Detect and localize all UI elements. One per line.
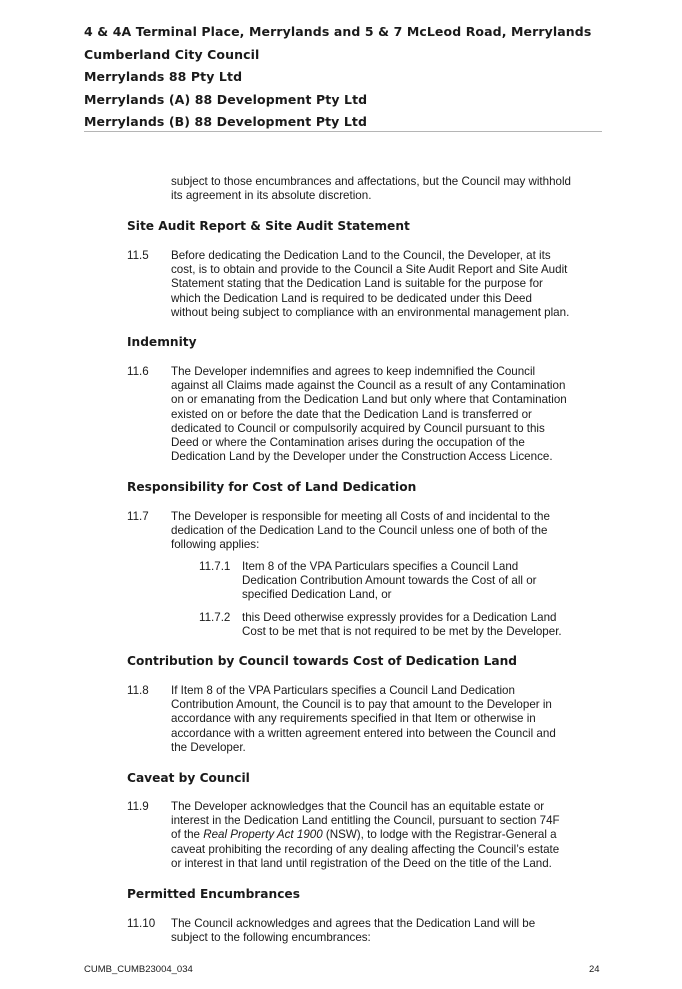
paragraph-line: against all Claims made against the Council as a result of any Contamination [171, 379, 566, 393]
paragraph-line: Before dedicating the Dedication Land to the Council, the Developer, at its [171, 249, 551, 262]
paragraph-line: without being subject to compliance with an environmental management plan. [171, 305, 570, 319]
clause-number: 11.9 [127, 800, 149, 813]
clause-text [171, 917, 535, 945]
paragraph-line: caveat prohibiting the recording of any dealing affecting the Council’s estate [171, 842, 560, 856]
paragraph-line: subject to those encumbrances and affectations, but the Council may withhold [171, 175, 572, 188]
paragraph-line: Cost to be met that is not required to be met by the Developer. [242, 625, 562, 639]
paragraph-line: this Deed otherwise expressly provides for a Dedication Land [242, 611, 557, 624]
paragraph-line: The Developer is responsible for meeting all Costs of and incidental to the [171, 510, 550, 523]
section-heading: Responsibility for Cost of Land Dedication [127, 480, 417, 494]
paragraph-line: Dedication Contribution Amount towards the Cost of all or [242, 574, 537, 588]
subclause-number: 11.7.1 [199, 560, 231, 573]
subclause-text [242, 560, 537, 603]
header-party-line: Merrylands (B) 88 Development Pty Ltd [84, 114, 368, 129]
section-heading: Site Audit Report & Site Audit Statement [127, 219, 410, 233]
footer-document-id: CUMB_CUMB23004_034 [84, 964, 193, 975]
clause-number: 11.6 [127, 365, 149, 378]
line-text: of the [171, 828, 204, 842]
paragraph-line: accordance with a written agreement entered into between the Council and [171, 726, 556, 740]
paragraph-line: Dedication Land by the Developer under the Construction Access Licence. [171, 450, 553, 464]
paragraph-line: the Developer. [171, 740, 246, 754]
paragraph-line: The Council acknowledges and agrees that the Dedication Land will be [171, 917, 536, 930]
paragraph-line: The Developer indemnifies and agrees to keep indemnified the Council [171, 365, 536, 378]
paragraph-line: Item 8 of the VPA Particulars specifies a Council Land [242, 560, 519, 573]
section-heading: Permitted Encumbrances [127, 887, 300, 901]
document-header [84, 22, 604, 135]
subclause-number: 11.7.2 [199, 611, 231, 624]
clause-text [171, 510, 550, 553]
clause-number: 11.10 [127, 917, 156, 930]
paragraph-line: which the Dedication Land is required to be dedicated under this Deed [171, 291, 532, 305]
paragraph-line: Contribution Amount, the Council is to pay that amount to the Developer in [171, 698, 552, 712]
paragraph-line: following applies: [171, 538, 260, 552]
clause-text [171, 365, 567, 464]
paragraph-line: dedicated to Council or compulsorily acquired by Council pursuant to this [171, 421, 545, 435]
clause-text [171, 684, 556, 755]
act-title: Real Property Act 1900 [203, 828, 323, 842]
paragraph-line: specified Dedication Land, or [242, 588, 392, 602]
header-party-line: Merrylands 88 Pty Ltd [84, 69, 243, 84]
section-heading: Caveat by Council [127, 771, 250, 785]
footer-page-number: 24 [589, 964, 600, 975]
paragraph-line: dedication of the Dedication Land to the Council unless one of both of the [171, 524, 548, 538]
paragraph-line: subject to the following encumbrances: [171, 931, 371, 945]
paragraph-line: on or emanating from the Dedication Land but only where that Contamination [171, 393, 567, 407]
paragraph-line: cost, is to obtain and provide to the Council a Site Audit Report and Site Audit [171, 263, 568, 277]
clause-text [171, 800, 560, 871]
paragraph-line [171, 828, 560, 842]
section-heading: Indemnity [127, 335, 197, 349]
clause-text [171, 249, 569, 320]
header-party-line: Merrylands (A) 88 Development Pty Ltd [84, 91, 368, 107]
paragraph-line: If Item 8 of the VPA Particulars specifies a Council Land Dedication [171, 684, 515, 697]
paragraph-line: or interest in that land until registration of the Deed on the title of the Land. [171, 856, 552, 870]
paragraph-line: accordance with any requirements specified in that Item or otherwise in [171, 712, 536, 726]
clause-number: 11.5 [127, 249, 149, 262]
section-heading: Contribution by Council towards Cost of Dedication Land [127, 654, 517, 668]
paragraph-line: Deed or where the Contamination arises during the occupation of the [171, 436, 525, 450]
header-property-line: 4 & 4A Terminal Place, Merrylands and 5 & 7 McLeod Road, Merrylands [84, 24, 592, 39]
intro-paragraph [171, 175, 571, 203]
clause-number: 11.8 [127, 684, 149, 697]
clause-number: 11.7 [127, 510, 149, 523]
line-text: (NSW), to lodge with the Registrar-General a [322, 828, 557, 842]
paragraph-line: existed on or before the date that the Dedication Land is transferred or [171, 407, 532, 421]
paragraph-line: The Developer acknowledges that the Council has an equitable estate or [171, 800, 545, 813]
paragraph-line: interest in the Dedication Land entitling the Council, pursuant to section 74F [171, 814, 560, 828]
subclause-text [242, 611, 562, 639]
header-council-line: Cumberland City Council [84, 46, 260, 62]
paragraph-line: Statement stating that the Dedication Land is suitable for the purpose for [171, 277, 543, 291]
paragraph-line: its agreement in its absolute discretion. [171, 189, 372, 203]
header-divider [84, 131, 602, 132]
